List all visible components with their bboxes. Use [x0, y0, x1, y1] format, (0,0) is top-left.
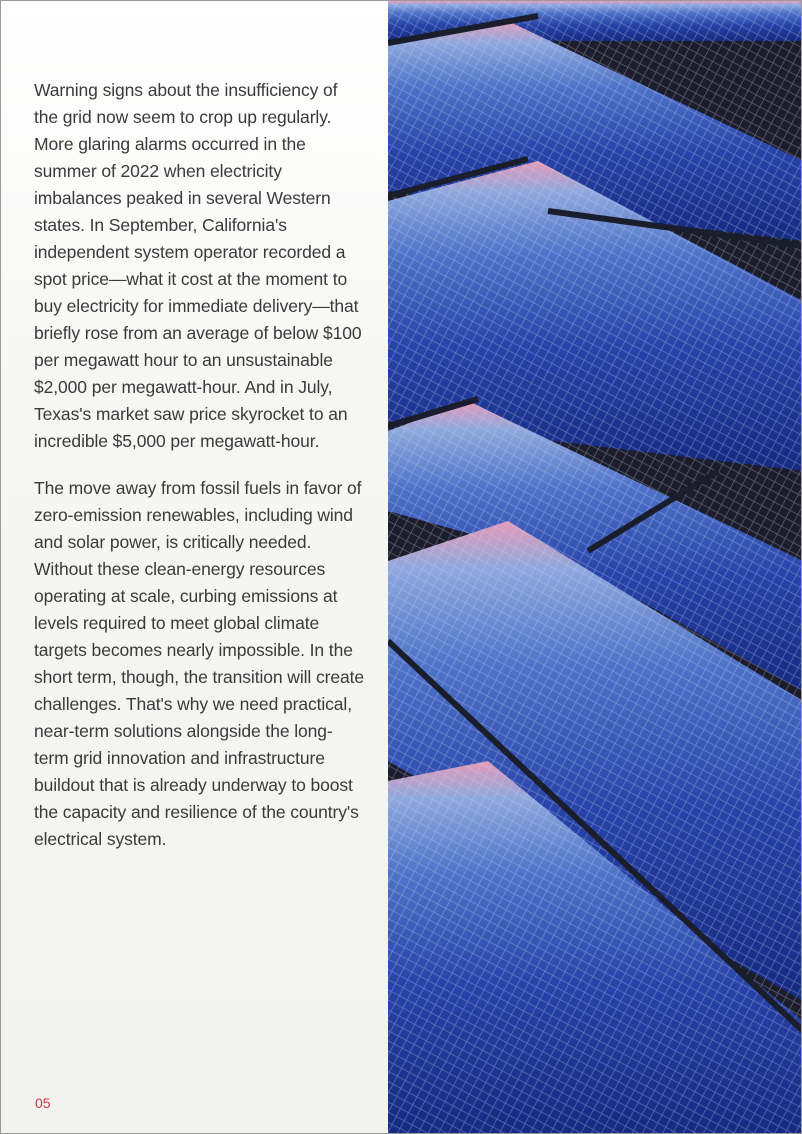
paragraph-grid-warning: Warning signs about the insufficiency of the grid now seem to crop up regularly. More glaring alarms occurred in the summer of 2022 when electricity imbalances peaked in several Western states. In September, California's independent system operator recorded a spot price—what it cost at the moment to buy electricity for immediate delivery—that briefly rose from an average of below $100 per megawatt hour to an unsustainable $2,000 per megawatt-hour. And in July, Texas's market saw price skyrocket to an incredible $5,000 per megawatt-hour.	[34, 80, 362, 451]
paragraph-renewables: The move away from fossil fuels in favor of zero-emission renewables, including wind and solar power, is critically needed. Without these clean-energy resources operating at scale, curbing emissions at levels required to meet global climate targets becomes nearly impossible. In the short term, though, the transition will create challenges. That's why we need practical, near-term solutions alongside the long-term grid innovation and infrastructure buildout that is already underway to boost the capacity and resilience of the country's electrical system.	[34, 478, 365, 849]
page-number: 05	[35, 1095, 51, 1111]
panel-rows	[388, 1, 802, 1134]
article-body	[34, 77, 364, 873]
solar-panel-array-illustration	[388, 1, 802, 1134]
text-column	[1, 1, 388, 1134]
solar-panel-photo	[388, 1, 802, 1134]
